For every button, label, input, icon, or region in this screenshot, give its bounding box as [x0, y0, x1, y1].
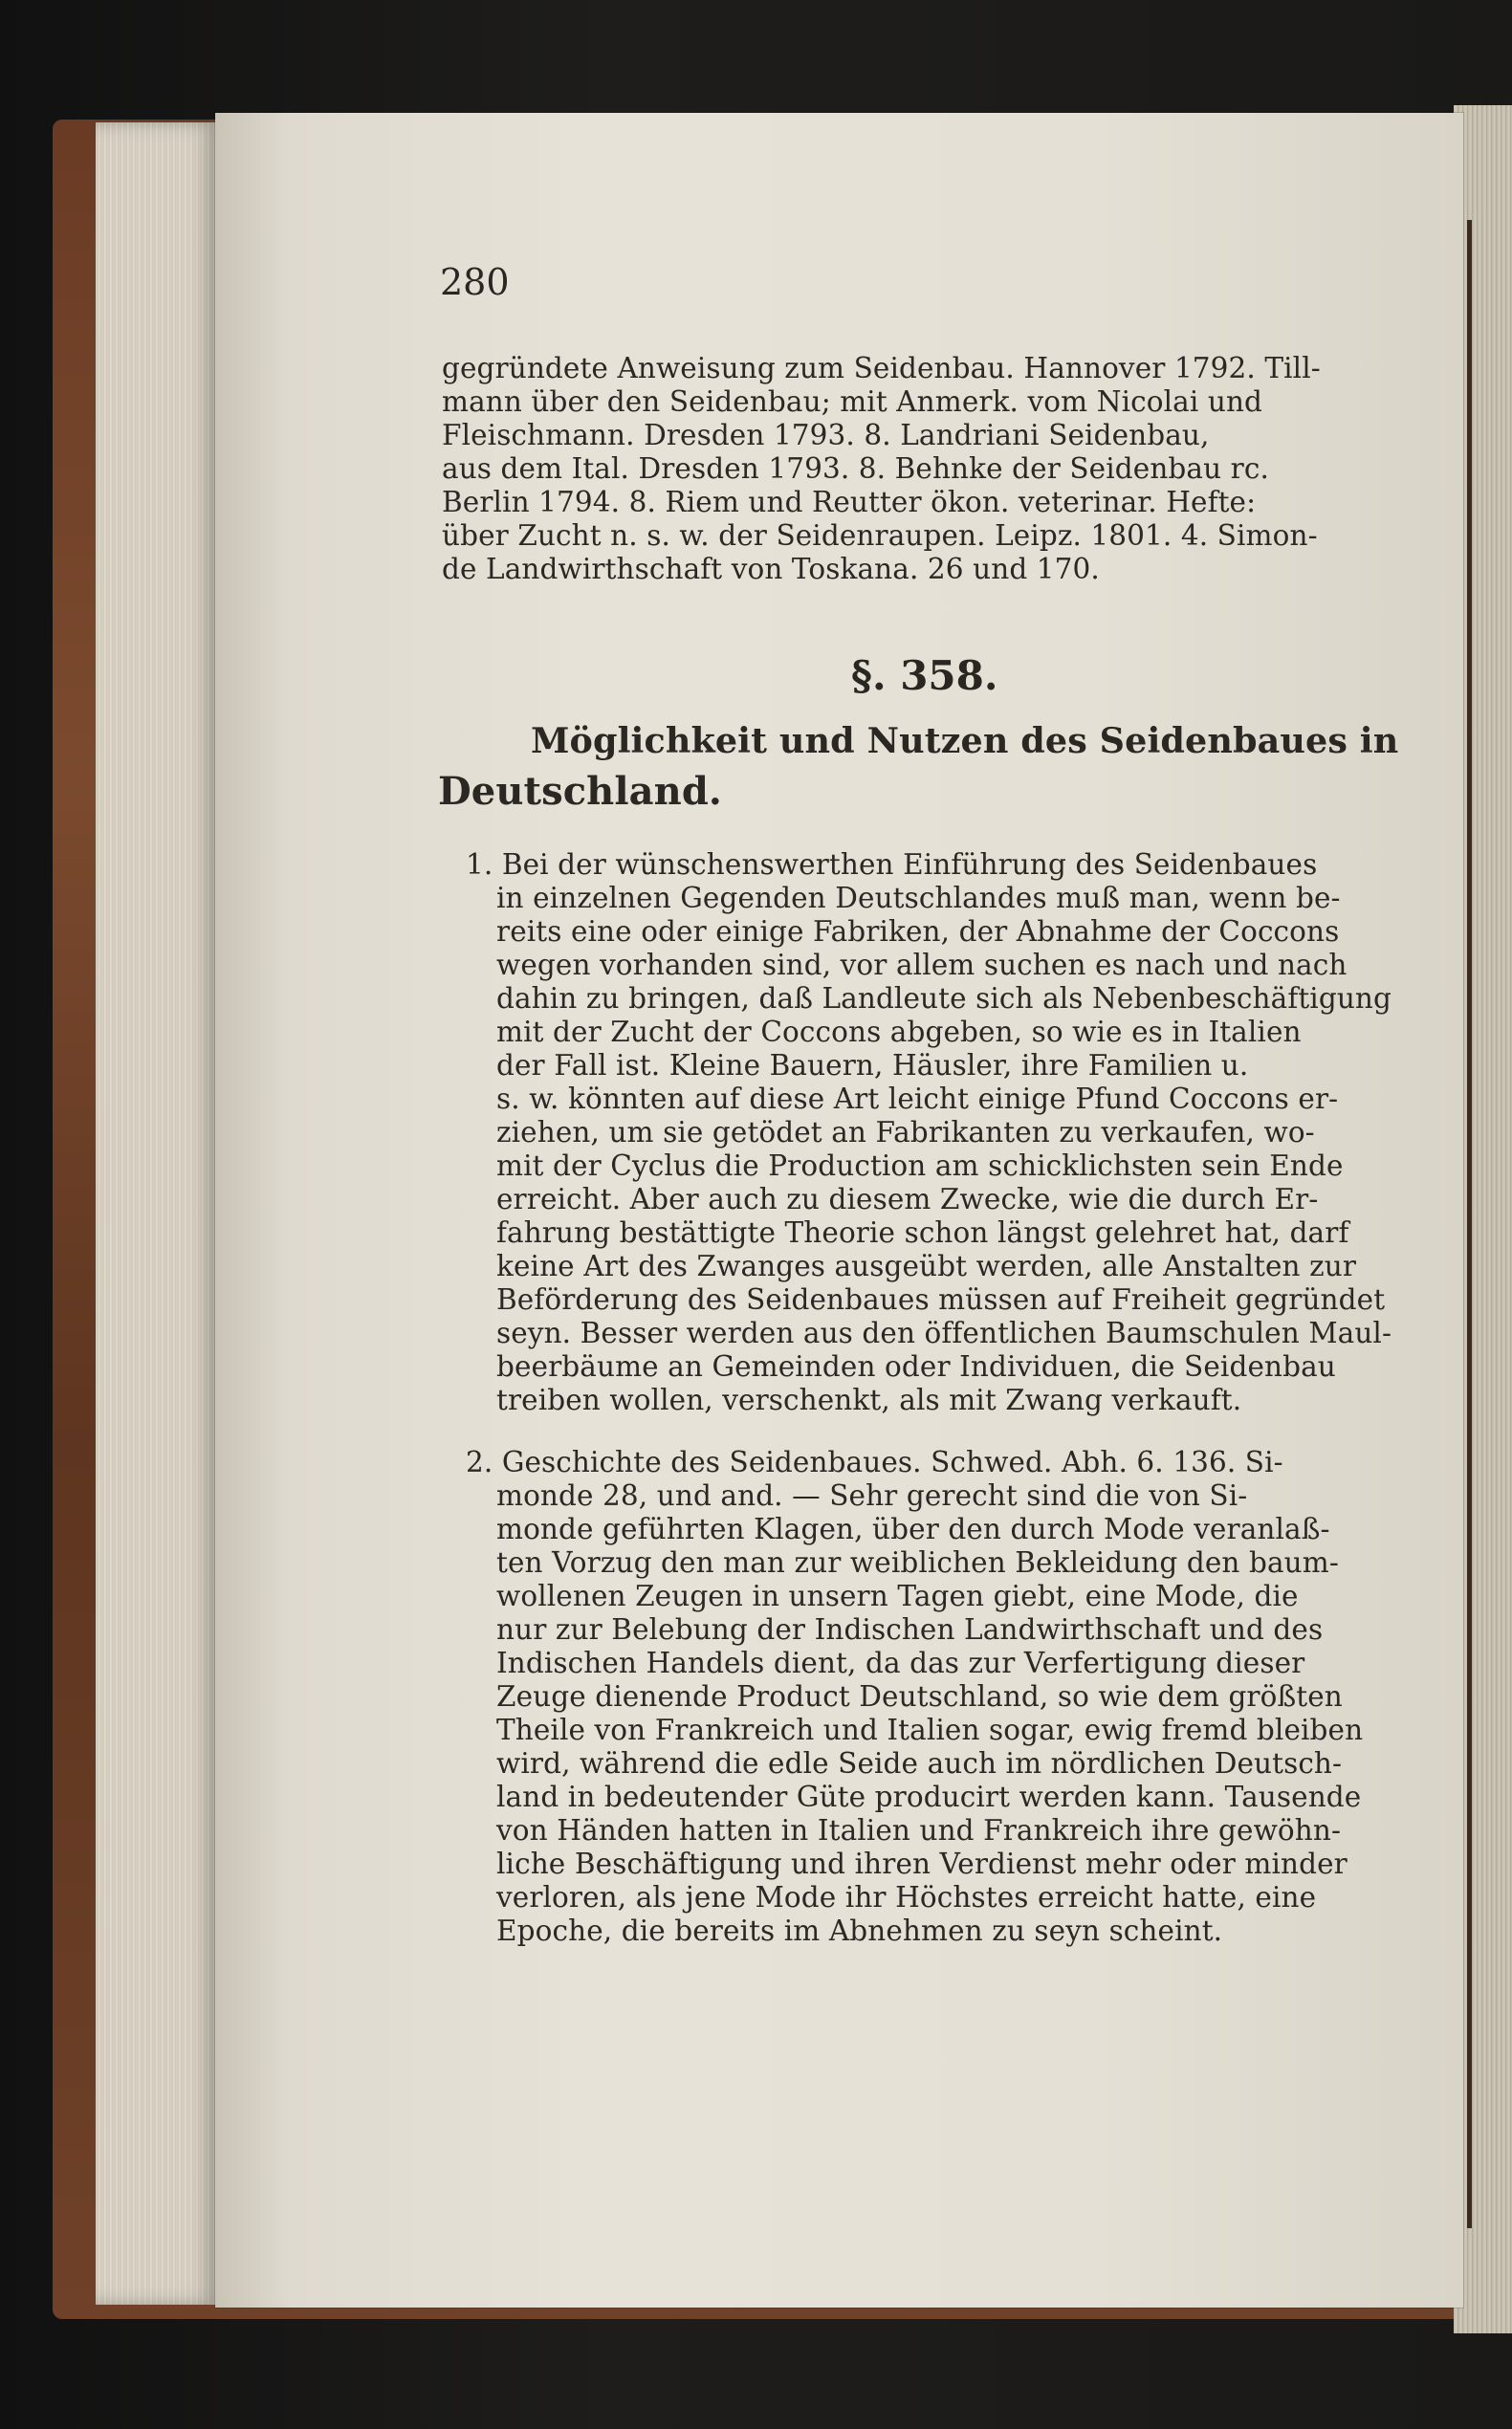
- paragraph-2-line: liche Beschäftigung und ihren Verdienst mehr oder minder: [496, 1848, 1348, 1880]
- paragraph-2-line: Zeuge dienende Product Deutschland, so wie dem größten: [496, 1680, 1343, 1713]
- paragraph-1-line: reits eine oder einige Fabriken, der Abnahme der Coccons: [496, 915, 1340, 948]
- page-edges-left: [96, 122, 220, 2305]
- paragraph-2-line: verloren, als jene Mode ihr Höchstes erreicht hatte, eine: [496, 1881, 1317, 1914]
- paragraph-2-line: monde geführten Klagen, über den durch Mode veranlaß-: [496, 1513, 1330, 1545]
- paragraph-1-line: der Fall ist. Kleine Bauern, Häusler, ihre Familien u.: [496, 1049, 1249, 1082]
- paragraph-2-line: wollenen Zeugen in unsern Tagen giebt, eine Mode, die: [496, 1580, 1299, 1612]
- references-line: gegründete Anweisung zum Seidenbau. Hannover 1792. Till-: [442, 352, 1321, 384]
- references-line: aus dem Ital. Dresden 1793. 8. Behnke der Seidenbau rc.: [442, 452, 1269, 485]
- paragraph-2-line: Indischen Handels dient, da das zur Verfertigung dieser: [496, 1647, 1305, 1679]
- paragraph-1-line: mit der Zucht der Coccons abgeben, so wie es in Italien: [496, 1016, 1302, 1048]
- references-line: mann über den Seidenbau; mit Anmerk. vom Nicolai und: [442, 385, 1263, 418]
- paragraph-1-line: ziehen, um sie getödet an Fabrikanten zu verkaufen, wo-: [496, 1116, 1315, 1149]
- paragraph-1-line: wegen vorhanden sind, vor allem suchen es nach und nach: [496, 949, 1348, 981]
- section-number: §. 358.: [851, 652, 998, 699]
- paragraph-1-line: keine Art des Zwanges ausgeübt werden, alle Anstalten zur: [496, 1250, 1357, 1282]
- paragraph-2-line: land in bedeutender Güte producirt werden kann. Tausende: [496, 1781, 1362, 1813]
- section-heading: Deutschland.: [438, 769, 722, 814]
- paragraph-1-line: treiben wollen, verschenkt, als mit Zwang verkauft.: [496, 1384, 1242, 1416]
- section-heading: Möglichkeit und Nutzen des Seidenbaues in: [531, 720, 1399, 761]
- paragraph-2-line: Theile von Frankreich und Italien sogar, ewig fremd bleiben: [496, 1714, 1364, 1746]
- paragraph-1-line: mit der Cyclus die Production am schicklichsten sein Ende: [496, 1149, 1344, 1182]
- paragraph-2-line: monde 28, und and. — Sehr gerecht sind die von Si-: [496, 1479, 1248, 1512]
- paragraph-2-line: wird, während die edle Seide auch im nördlichen Deutsch-: [496, 1747, 1343, 1780]
- paragraph-2-line: von Händen hatten in Italien und Frankreich ihre gewöhn-: [496, 1814, 1342, 1847]
- references-line: de Landwirthschaft von Toskana. 26 und 170.: [442, 553, 1100, 585]
- paragraph-1-line: dahin zu bringen, daß Landleute sich als Nebenbeschäftigung: [496, 982, 1391, 1015]
- paragraph-2-line: ten Vorzug den man zur weiblichen Bekleidung den baum-: [496, 1546, 1339, 1579]
- paragraph-2-line: 2. Geschichte des Seidenbaues. Schwed. Abh. 6. 136. Si-: [466, 1446, 1283, 1478]
- references-line: Berlin 1794. 8. Riem und Reutter ökon. veterinar. Hefte:: [442, 486, 1257, 518]
- paragraph-1-line: beerbäume an Gemeinden oder Individuen, die Seidenbau: [496, 1350, 1336, 1383]
- paragraph-1-line: in einzelnen Gegenden Deutschlandes muß man, wenn be-: [496, 882, 1341, 914]
- page-number: 280: [440, 261, 510, 303]
- paragraph-1-line: erreicht. Aber auch zu diesem Zwecke, wie die durch Er-: [496, 1183, 1319, 1215]
- paragraph-2-line: nur zur Belebung der Indischen Landwirthschaft und des: [496, 1613, 1324, 1646]
- paragraph-1-line: Beförderung des Seidenbaues müssen auf Freiheit gegründet: [496, 1283, 1386, 1316]
- references-line: über Zucht n. s. w. der Seidenraupen. Leipz. 1801. 4. Simon-: [442, 519, 1318, 552]
- paragraph-2-line: Epoche, die bereits im Abnehmen zu seyn scheint.: [496, 1915, 1223, 1947]
- paragraph-1-line: s. w. könnten auf diese Art leicht einige Pfund Coccons er-: [496, 1083, 1339, 1115]
- references-line: Fleischmann. Dresden 1793. 8. Landriani Seidenbau,: [442, 419, 1210, 451]
- paragraph-1-line: fahrung bestättigte Theorie schon längst gelehret hat, darf: [496, 1216, 1349, 1249]
- paragraph-1-line: 1. Bei der wünschenswerthen Einführung des Seidenbaues: [466, 848, 1318, 881]
- paragraph-1-line: seyn. Besser werden aus den öffentlichen Baumschulen Maul-: [496, 1317, 1392, 1349]
